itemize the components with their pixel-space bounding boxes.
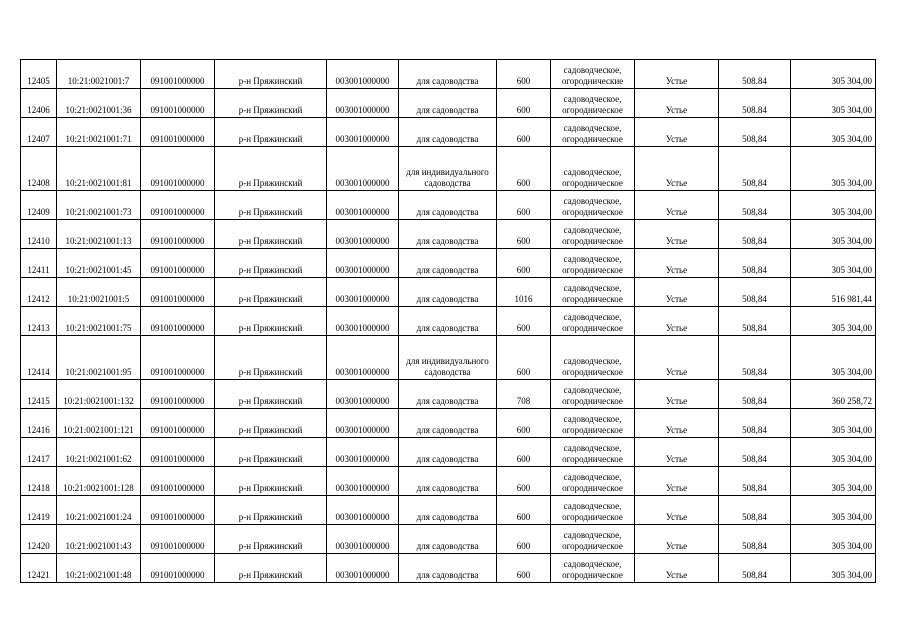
rate-cell: 508,84 <box>719 467 791 496</box>
oktmo-code-cell: 003001000000 <box>327 467 399 496</box>
cadastral-value-cell: 305 304,00 <box>791 147 876 191</box>
locality-cell: Устье <box>635 380 719 409</box>
cadastral-value-cell: 305 304,00 <box>791 220 876 249</box>
table-row <box>21 278 876 307</box>
row-number-cell: 12405 <box>21 60 57 89</box>
row-number-cell: 12406 <box>21 89 57 118</box>
category-cell: садоводческое, огородническое <box>551 409 635 438</box>
oktmo-code-cell: 003001000000 <box>327 307 399 336</box>
district-cell: р-н Пряжинский <box>215 89 327 118</box>
cadastral-value-cell: 305 304,00 <box>791 496 876 525</box>
area-cell: 600 <box>497 496 551 525</box>
okato-code-cell: 091001000000 <box>141 525 215 554</box>
table-row <box>21 147 876 191</box>
district-cell: р-н Пряжинский <box>215 278 327 307</box>
permitted-use-cell: для садоводства <box>399 525 497 554</box>
area-cell: 600 <box>497 307 551 336</box>
table-row <box>21 438 876 467</box>
okato-code-cell: 091001000000 <box>141 118 215 147</box>
category-cell: садоводческое, огороднические <box>551 60 635 89</box>
oktmo-code-cell: 003001000000 <box>327 554 399 583</box>
area-cell: 600 <box>497 118 551 147</box>
oktmo-code-cell: 003001000000 <box>327 220 399 249</box>
locality-cell: Устье <box>635 467 719 496</box>
row-number-cell: 12407 <box>21 118 57 147</box>
district-cell: р-н Пряжинский <box>215 467 327 496</box>
cadastral-value-cell: 305 304,00 <box>791 307 876 336</box>
okato-code-cell: 091001000000 <box>141 467 215 496</box>
area-cell: 600 <box>497 409 551 438</box>
row-number-cell: 12414 <box>21 336 57 380</box>
cadastral-number-cell: 10:21:0021001:121 <box>57 409 141 438</box>
district-cell: р-н Пряжинский <box>215 249 327 278</box>
permitted-use-cell: для садоводства <box>399 220 497 249</box>
row-number-cell: 12420 <box>21 525 57 554</box>
land-parcels-table <box>20 59 876 583</box>
okato-code-cell: 091001000000 <box>141 438 215 467</box>
rate-cell: 508,84 <box>719 118 791 147</box>
cadastral-number-cell: 10:21:0021001:43 <box>57 525 141 554</box>
permitted-use-cell: для садоводства <box>399 438 497 467</box>
permitted-use-cell: для садоводства <box>399 191 497 220</box>
row-number-cell: 12415 <box>21 380 57 409</box>
district-cell: р-н Пряжинский <box>215 554 327 583</box>
table-row <box>21 60 876 89</box>
locality-cell: Устье <box>635 496 719 525</box>
cadastral-number-cell: 10:21:0021001:95 <box>57 336 141 380</box>
oktmo-code-cell: 003001000000 <box>327 438 399 467</box>
rate-cell: 508,84 <box>719 496 791 525</box>
area-cell: 600 <box>497 220 551 249</box>
category-cell: садоводческое, огородническое <box>551 118 635 147</box>
permitted-use-cell: для садоводства <box>399 467 497 496</box>
cadastral-number-cell: 10:21:0021001:13 <box>57 220 141 249</box>
okato-code-cell: 091001000000 <box>141 409 215 438</box>
cadastral-value-cell: 360 258,72 <box>791 380 876 409</box>
cadastral-value-cell: 305 304,00 <box>791 249 876 278</box>
permitted-use-cell: для садоводства <box>399 554 497 583</box>
locality-cell: Устье <box>635 60 719 89</box>
row-number-cell: 12413 <box>21 307 57 336</box>
permitted-use-cell: для садоводства <box>399 118 497 147</box>
district-cell: р-н Пряжинский <box>215 118 327 147</box>
oktmo-code-cell: 003001000000 <box>327 409 399 438</box>
category-cell: садоводческое, огородническое <box>551 89 635 118</box>
permitted-use-cell: для индивидуального садоводства <box>399 336 497 380</box>
cadastral-value-cell: 305 304,00 <box>791 191 876 220</box>
row-number-cell: 12416 <box>21 409 57 438</box>
row-number-cell: 12418 <box>21 467 57 496</box>
area-cell: 600 <box>497 467 551 496</box>
locality-cell: Устье <box>635 249 719 278</box>
category-cell: садоводческое, огородническое <box>551 496 635 525</box>
table-row <box>21 467 876 496</box>
oktmo-code-cell: 003001000000 <box>327 89 399 118</box>
oktmo-code-cell: 003001000000 <box>327 118 399 147</box>
area-cell: 600 <box>497 554 551 583</box>
oktmo-code-cell: 003001000000 <box>327 525 399 554</box>
cadastral-value-cell: 305 304,00 <box>791 409 876 438</box>
district-cell: р-н Пряжинский <box>215 147 327 191</box>
oktmo-code-cell: 003001000000 <box>327 278 399 307</box>
table-row <box>21 220 876 249</box>
table-row <box>21 380 876 409</box>
category-cell: садоводческое, огородническое <box>551 336 635 380</box>
table-body <box>21 60 876 583</box>
cadastral-number-cell: 10:21:0021001:62 <box>57 438 141 467</box>
rate-cell: 508,84 <box>719 554 791 583</box>
locality-cell: Устье <box>635 147 719 191</box>
area-cell: 600 <box>497 60 551 89</box>
locality-cell: Устье <box>635 438 719 467</box>
rate-cell: 508,84 <box>719 336 791 380</box>
cadastral-number-cell: 10:21:0021001:75 <box>57 307 141 336</box>
table-row <box>21 496 876 525</box>
oktmo-code-cell: 003001000000 <box>327 380 399 409</box>
locality-cell: Устье <box>635 409 719 438</box>
district-cell: р-н Пряжинский <box>215 409 327 438</box>
rate-cell: 508,84 <box>719 525 791 554</box>
row-number-cell: 12412 <box>21 278 57 307</box>
oktmo-code-cell: 003001000000 <box>327 147 399 191</box>
district-cell: р-н Пряжинский <box>215 525 327 554</box>
category-cell: садоводческое, огородническое <box>551 525 635 554</box>
cadastral-number-cell: 10:21:0021001:71 <box>57 118 141 147</box>
okato-code-cell: 091001000000 <box>141 336 215 380</box>
okato-code-cell: 091001000000 <box>141 380 215 409</box>
category-cell: садоводческое, огородническое <box>551 278 635 307</box>
cadastral-number-cell: 10:21:0021001:73 <box>57 191 141 220</box>
category-cell: садоводческое, огородническое <box>551 438 635 467</box>
rate-cell: 508,84 <box>719 191 791 220</box>
category-cell: садоводческое, огородническое <box>551 467 635 496</box>
cadastral-number-cell: 10:21:0021001:36 <box>57 89 141 118</box>
oktmo-code-cell: 003001000000 <box>327 496 399 525</box>
cadastral-number-cell: 10:21:0021001:7 <box>57 60 141 89</box>
area-cell: 1016 <box>497 278 551 307</box>
rate-cell: 508,84 <box>719 307 791 336</box>
table-row <box>21 307 876 336</box>
permitted-use-cell: для садоводства <box>399 307 497 336</box>
rate-cell: 508,84 <box>719 147 791 191</box>
cadastral-value-cell: 305 304,00 <box>791 118 876 147</box>
permitted-use-cell: для садоводства <box>399 89 497 118</box>
cadastral-number-cell: 10:21:0021001:48 <box>57 554 141 583</box>
area-cell: 600 <box>497 191 551 220</box>
okato-code-cell: 091001000000 <box>141 89 215 118</box>
cadastral-value-cell: 305 304,00 <box>791 60 876 89</box>
permitted-use-cell: для садоводства <box>399 249 497 278</box>
row-number-cell: 12409 <box>21 191 57 220</box>
district-cell: р-н Пряжинский <box>215 336 327 380</box>
area-cell: 600 <box>497 89 551 118</box>
cadastral-value-cell: 305 304,00 <box>791 438 876 467</box>
locality-cell: Устье <box>635 89 719 118</box>
row-number-cell: 12410 <box>21 220 57 249</box>
permitted-use-cell: для садоводства <box>399 60 497 89</box>
okato-code-cell: 091001000000 <box>141 147 215 191</box>
locality-cell: Устье <box>635 118 719 147</box>
rate-cell: 508.84 <box>719 60 791 89</box>
area-cell: 600 <box>497 249 551 278</box>
permitted-use-cell: для садоводства <box>399 278 497 307</box>
cadastral-value-cell: 516 981,44 <box>791 278 876 307</box>
table-row <box>21 89 876 118</box>
category-cell: садоводческое, огородническое <box>551 220 635 249</box>
cadastral-number-cell: 10:21:0021001:5 <box>57 278 141 307</box>
locality-cell: Устье <box>635 554 719 583</box>
district-cell: р-н Пряжинский <box>215 191 327 220</box>
okato-code-cell: 091001000000 <box>141 220 215 249</box>
rate-cell: 508,84 <box>719 380 791 409</box>
table-row <box>21 409 876 438</box>
cadastral-value-cell: 305 304,00 <box>791 89 876 118</box>
area-cell: 600 <box>497 336 551 380</box>
locality-cell: Устье <box>635 336 719 380</box>
cadastral-value-cell: 305 304,00 <box>791 525 876 554</box>
permitted-use-cell: для садоводства <box>399 496 497 525</box>
cadastral-number-cell: 10:21:0021001:132 <box>57 380 141 409</box>
area-cell: 600 <box>497 147 551 191</box>
area-cell: 600 <box>497 525 551 554</box>
district-cell: р-н Пряжинский <box>215 438 327 467</box>
locality-cell: Устье <box>635 220 719 249</box>
district-cell: р-н Пряжинский <box>215 60 327 89</box>
locality-cell: Устье <box>635 525 719 554</box>
okato-code-cell: 091001000000 <box>141 191 215 220</box>
cadastral-number-cell: 10:21:0021001:24 <box>57 496 141 525</box>
okato-code-cell: 091001000000 <box>141 307 215 336</box>
okato-code-cell: 091001000000 <box>141 496 215 525</box>
district-cell: р-н Пряжинский <box>215 496 327 525</box>
cadastral-value-cell: 305 304,00 <box>791 467 876 496</box>
cadastral-value-cell: 305 304,00 <box>791 554 876 583</box>
cadastral-number-cell: 10:21:0021001:81 <box>57 147 141 191</box>
cadastral-number-cell: 10:21:0021001:128 <box>57 467 141 496</box>
rate-cell: 508.84 <box>719 89 791 118</box>
category-cell: садоводческое, огородническое <box>551 380 635 409</box>
locality-cell: Устье <box>635 307 719 336</box>
permitted-use-cell: для садоводства <box>399 380 497 409</box>
oktmo-code-cell: 003001000000 <box>327 249 399 278</box>
category-cell: садоводческое, огородническое <box>551 554 635 583</box>
category-cell: садоводческое, огородническое <box>551 249 635 278</box>
table-row <box>21 249 876 278</box>
rate-cell: 508,84 <box>719 249 791 278</box>
permitted-use-cell: для индивидуального садоводства <box>399 147 497 191</box>
cadastral-value-cell: 305 304,00 <box>791 336 876 380</box>
rate-cell: 508,84 <box>719 220 791 249</box>
table-row <box>21 554 876 583</box>
district-cell: р-н Пряжинский <box>215 380 327 409</box>
locality-cell: Устье <box>635 278 719 307</box>
row-number-cell: 12419 <box>21 496 57 525</box>
row-number-cell: 12417 <box>21 438 57 467</box>
area-cell: 708 <box>497 380 551 409</box>
table-row <box>21 118 876 147</box>
row-number-cell: 12408 <box>21 147 57 191</box>
okato-code-cell: 091001000000 <box>141 554 215 583</box>
area-cell: 600 <box>497 438 551 467</box>
category-cell: садоводческое, огородническое <box>551 191 635 220</box>
rate-cell: 508,84 <box>719 278 791 307</box>
locality-cell: Устье <box>635 191 719 220</box>
okato-code-cell: 091001000000 <box>141 249 215 278</box>
district-cell: р-н Пряжинский <box>215 220 327 249</box>
permitted-use-cell: для садоводства <box>399 409 497 438</box>
district-cell: р-н Пряжинский <box>215 307 327 336</box>
oktmo-code-cell: 003001000000 <box>327 191 399 220</box>
table-row <box>21 336 876 380</box>
category-cell: садоводческое, огородническое <box>551 147 635 191</box>
table-row <box>21 191 876 220</box>
oktmo-code-cell: 003001000000 <box>327 60 399 89</box>
okato-code-cell: 091001000000 <box>141 278 215 307</box>
rate-cell: 508,84 <box>719 438 791 467</box>
rate-cell: 508,84 <box>719 409 791 438</box>
table-row <box>21 525 876 554</box>
category-cell: садоводческое, огородническое <box>551 307 635 336</box>
oktmo-code-cell: 003001000000 <box>327 336 399 380</box>
row-number-cell: 12421 <box>21 554 57 583</box>
cadastral-number-cell: 10:21:0021001:45 <box>57 249 141 278</box>
row-number-cell: 12411 <box>21 249 57 278</box>
okato-code-cell: 091001000000 <box>141 60 215 89</box>
